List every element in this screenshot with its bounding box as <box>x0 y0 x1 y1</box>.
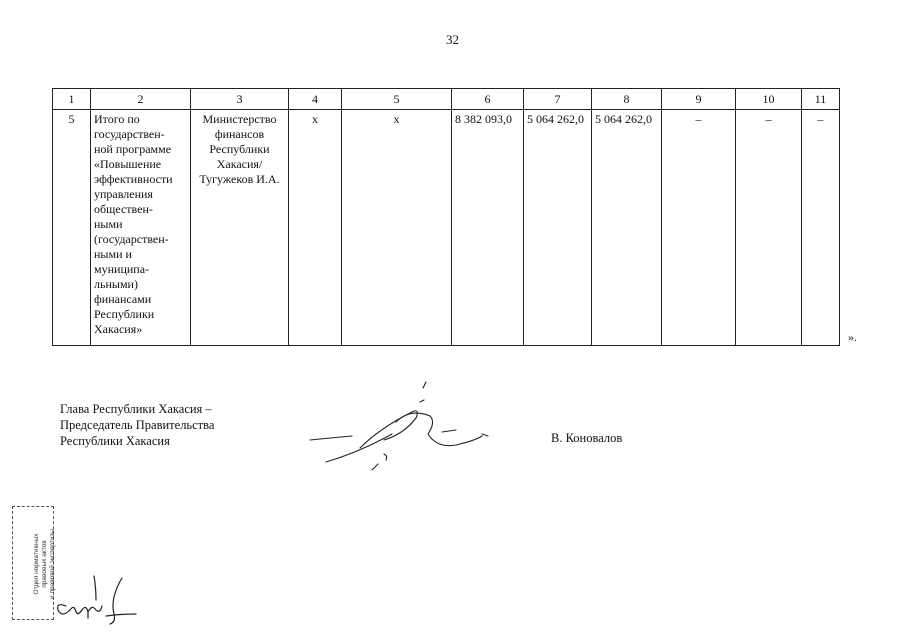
header-cell: 6 <box>452 89 524 110</box>
col9-cell: – <box>662 110 736 346</box>
header-cell: 7 <box>524 89 592 110</box>
col8-amount-cell: 5 064 262,0 <box>592 110 662 346</box>
header-cell: 11 <box>802 89 840 110</box>
approval-stamp <box>12 506 54 620</box>
col4-cell: х <box>289 110 342 346</box>
col6-amount-cell: 8 382 093,0 <box>452 110 524 346</box>
budget-table <box>52 88 840 346</box>
signatory-title: Глава Республики Хакасия – Председатель Правительства Республики Хакасия <box>60 402 215 448</box>
col11-cell: – <box>802 110 840 346</box>
col10-cell: – <box>736 110 802 346</box>
header-cell: 9 <box>662 89 736 110</box>
signatory-name: В. Коновалов <box>551 431 623 445</box>
executor-cell: Министерство финансов Республики Хакасия/ Тугужеков И.А. <box>191 110 289 346</box>
closing-quote: ». <box>848 330 857 344</box>
col7-amount-cell: 5 064 262,0 <box>524 110 592 346</box>
header-cell: 5 <box>342 89 452 110</box>
table-row <box>53 110 840 346</box>
handwritten-initials <box>52 574 142 630</box>
handwritten-signature <box>300 378 500 478</box>
header-cell: 8 <box>592 89 662 110</box>
header-cell: 4 <box>289 89 342 110</box>
header-cell: 10 <box>736 89 802 110</box>
header-cell: 3 <box>191 89 289 110</box>
program-name-cell: Итого по государствен- ной программе «Повышение эффективности управления обществен- ными (государствен- ными и муниципа- льными) финансами Республики Хакасия» <box>91 110 191 346</box>
col5-cell: х <box>342 110 452 346</box>
page-number: 32 <box>446 32 459 47</box>
header-cell: 1 <box>53 89 91 110</box>
row-number-cell: 5 <box>53 110 91 346</box>
table-header-row <box>53 89 840 110</box>
header-cell: 2 <box>91 89 191 110</box>
stamp-text: Отдел нормативных правовых актов и правовой экспертизы <box>33 529 56 599</box>
